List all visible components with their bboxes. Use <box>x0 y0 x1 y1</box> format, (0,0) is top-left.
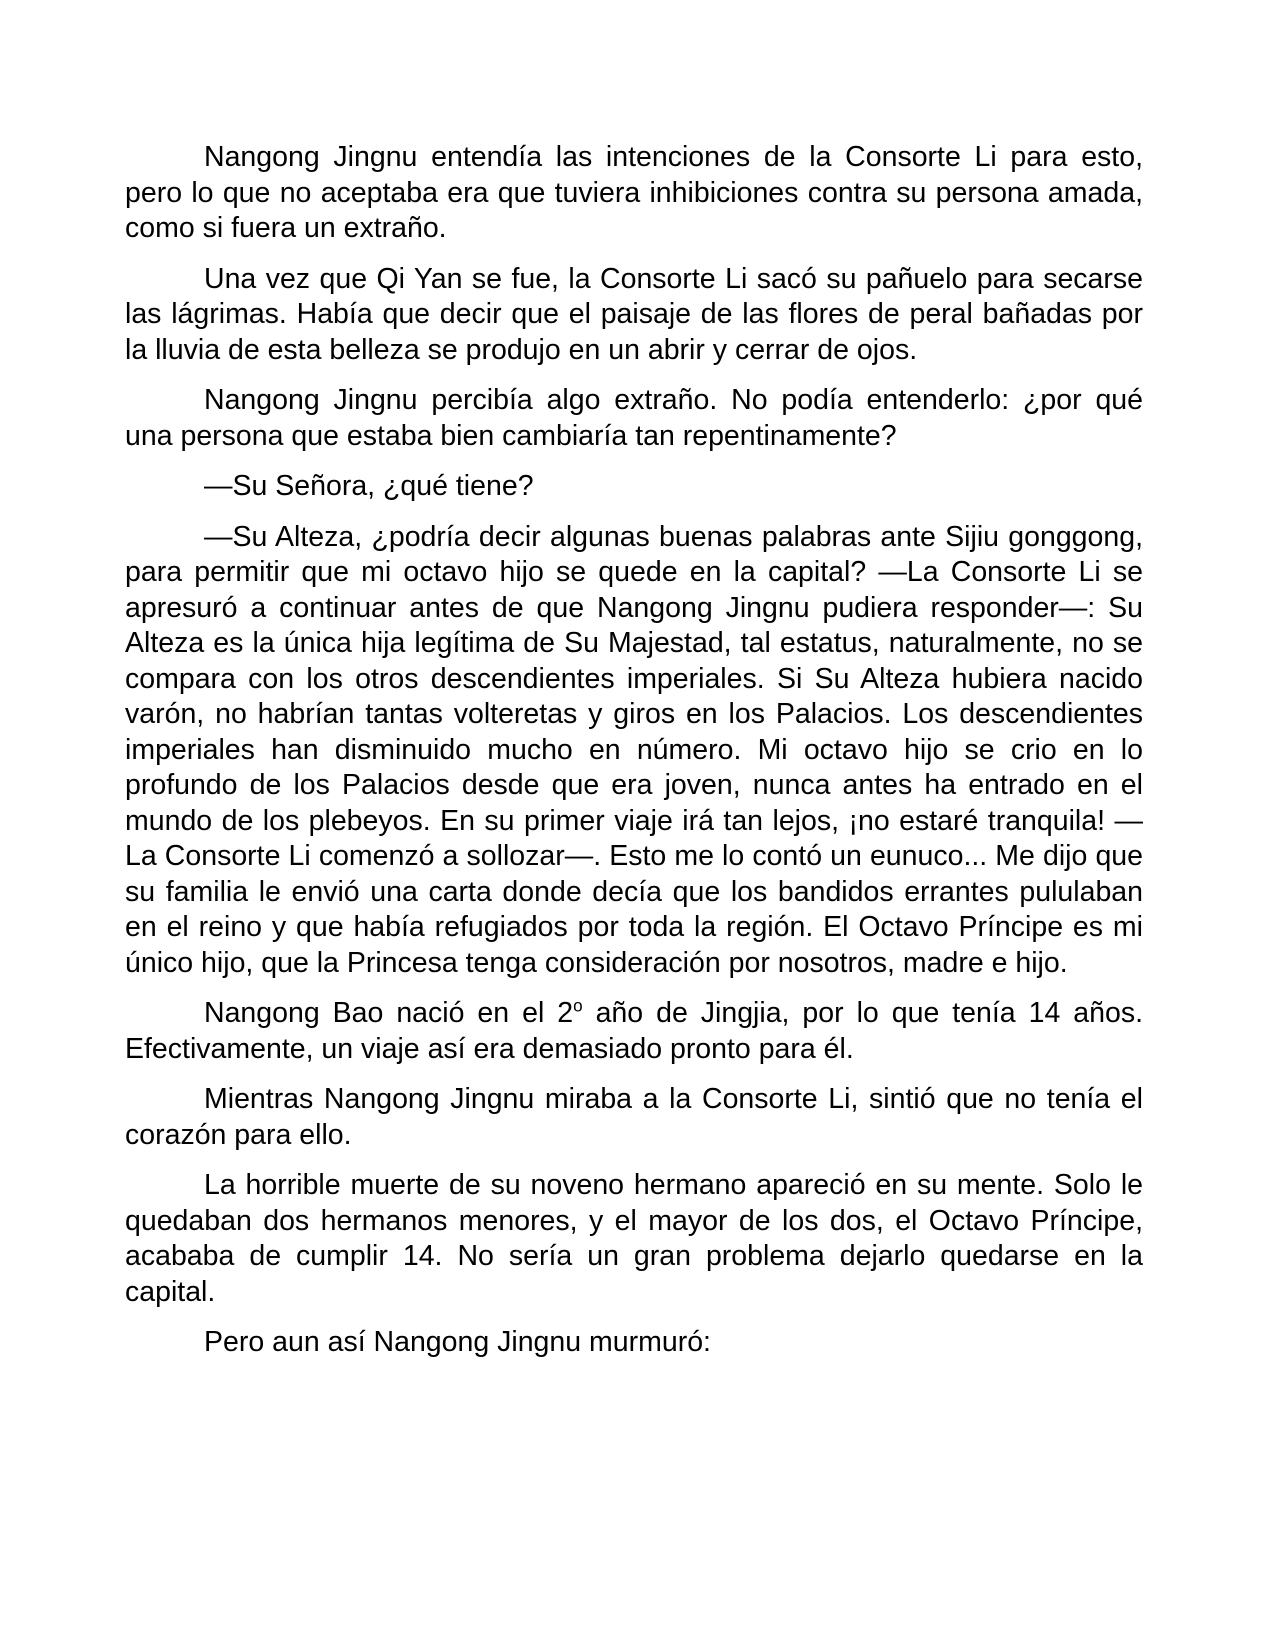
text-body <box>125 140 1143 1376</box>
paragraph-6 <box>125 996 1143 1067</box>
paragraph-8: La horrible muerte de su noveno hermano apareció en su mente. Solo le quedaban dos hermanos menores, y el mayor de los dos, el Octavo Príncipe, acababa de cumplir 14. No sería un gran problema dejarlo quedarse en la capital. <box>125 1169 1143 1308</box>
paragraph-6-text-start: Nangong Bao nació en el 2 <box>204 997 574 1029</box>
ordinal-superscript: o <box>573 996 583 1016</box>
paragraph-7: Mientras Nangong Jingnu miraba a la Consorte Li, sintió que no tenía el corazón para ello. <box>125 1083 1143 1151</box>
paragraph-9: Pero aun así Nangong Jingnu murmuró: <box>204 1326 711 1358</box>
paragraph-4: —Su Señora, ¿qué tiene? <box>204 470 534 502</box>
paragraph-3: Nangong Jingnu percibía algo extraño. No podía entenderlo: ¿por qué una persona que estaba bien cambiaría tan repentinamente? <box>125 384 1143 452</box>
paragraph-5: —Su Alteza, ¿podría decir algunas buenas palabras ante Sijiu gonggong, para permitir que mi octavo hijo se quede en la capital? —La Consorte Li se apresuró a continuar antes de que Nangong Jingnu pudiera responder—: Su Alteza es la única hija legítima de Su Majestad, tal estatus, naturalmente, no se compara con los otros descendientes imperiales. Si Su Alteza hubiera nacido varón, no habrían tantas volteretas y giros en los Palacios. Los descendientes imperiales han disminuido mucho en número. Mi octavo hijo se crio en lo profundo de los Palacios desde que era joven, nunca antes ha entrado en el mundo de los plebeyos. En su primer viaje irá tan lejos, ¡no estaré tranquila! —La Consorte Li comenzó a sollozar—. Esto me lo contó un eunuco... Me dijo que su familia le envió una carta donde decía que los bandidos errantes pululaban en el reino y que había refugiados por toda la región. El Octavo Príncipe es mi único hijo, que la Princesa tenga consideración por nosotros, madre e hijo. <box>125 520 1143 979</box>
paragraph-2: Una vez que Qi Yan se fue, la Consorte Li sacó su pañuelo para secarse las lágrimas. Había que decir que el paisaje de las flores de peral bañadas por la lluvia de esta belleza se produjo en un abrir y cerrar de ojos. <box>125 262 1143 366</box>
paragraph-6-text-end: año de Jingjia, por lo que tenía 14 años. Efectivamente, un viaje así era demasiado pronto para él. <box>125 997 1143 1065</box>
paragraph-1: Nangong Jingnu entendía las intenciones de la Consorte Li para esto, pero lo que no aceptaba era que tuviera inhibiciones contra su persona amada, como si fuera un extraño. <box>125 141 1143 244</box>
